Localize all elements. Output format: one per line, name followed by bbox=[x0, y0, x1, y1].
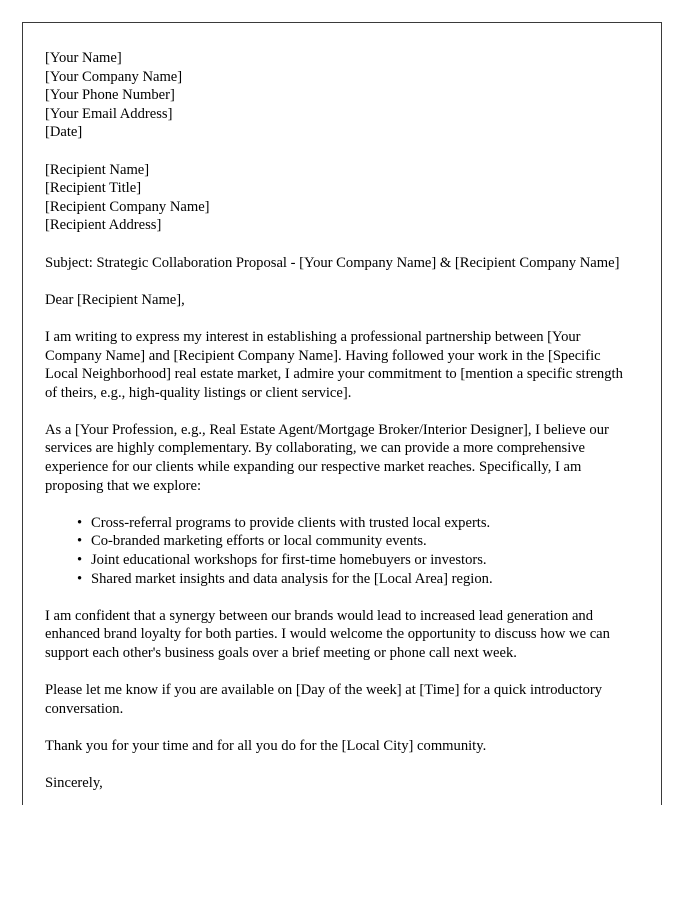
sender-line-company: [Your Company Name] bbox=[45, 68, 183, 85]
bullet-icon: • bbox=[77, 533, 83, 550]
subject-line: Subject: Strategic Collaboration Proposal - [Your Company Name] & [Recipient Company Name] bbox=[45, 254, 620, 271]
list-item-label: Cross-referral programs to provide clients with trusted local experts. bbox=[91, 514, 491, 531]
sender-line-email: [Your Email Address] bbox=[45, 105, 173, 122]
bullet-icon: • bbox=[77, 514, 83, 531]
recipient-line-address: [Recipient Address] bbox=[45, 217, 162, 234]
list-item bbox=[45, 570, 637, 589]
list-item-label: Shared market insights and data analysis for the [Local Area] region. bbox=[91, 570, 493, 587]
sender-line-phone: [Your Phone Number] bbox=[45, 87, 175, 104]
recipient-line-name: [Recipient Name] bbox=[45, 161, 150, 178]
body-paragraph-4: Please let me know if you are available on [Day of the week] at [Time] for a quick introductory conversation. bbox=[45, 682, 603, 717]
salutation: Dear [Recipient Name], bbox=[45, 291, 185, 308]
body-paragraph-3: I am confident that a synergy between our brands would lead to increased lead generation and enhanced brand loyalty for both parties. I would welcome the opportunity to discuss how we can support each other's business goals over a brief meeting or phone call next week. bbox=[45, 607, 610, 661]
letter-body bbox=[45, 49, 637, 793]
list-item-label: Joint educational workshops for first-time homebuyers or investors. bbox=[91, 552, 487, 569]
list-item bbox=[45, 551, 637, 570]
document-page bbox=[22, 22, 662, 805]
sender-line-date: [Date] bbox=[45, 124, 83, 141]
list-item-label: Co-branded marketing efforts or local community events. bbox=[91, 533, 427, 550]
closing-line: Sincerely, bbox=[45, 775, 103, 792]
list-item bbox=[45, 514, 637, 533]
proposal-bullet-list bbox=[45, 514, 637, 588]
recipient-line-company: [Recipient Company Name] bbox=[45, 198, 210, 215]
body-paragraph-1: I am writing to express my interest in establishing a professional partnership between [Your Company Name] and [Recipient Company Name]. Having followed your work in the [Specific Local Neighborhood] real estate market, I admire your commitment to [mention a specific strength of theirs, e.g., high-quality listings or client service]. bbox=[45, 328, 623, 401]
list-item bbox=[45, 532, 637, 551]
body-paragraph-2: As a [Your Profession, e.g., Real Estate Agent/Mortgage Broker/Interior Designer], I believe our services are highly complementary. By collaborating, we can provide a more comprehensive experience for our clients while expanding our respective market reaches. Specifically, I am proposing that we explore: bbox=[45, 421, 609, 494]
bullet-icon: • bbox=[77, 570, 83, 587]
recipient-line-title: [Recipient Title] bbox=[45, 180, 142, 197]
bullet-icon: • bbox=[77, 552, 83, 569]
sender-address-block bbox=[45, 49, 637, 142]
recipient-address-block bbox=[45, 161, 637, 235]
body-paragraph-5: Thank you for your time and for all you do for the [Local City] community. bbox=[45, 737, 487, 754]
sender-line-name: [Your Name] bbox=[45, 50, 122, 66]
